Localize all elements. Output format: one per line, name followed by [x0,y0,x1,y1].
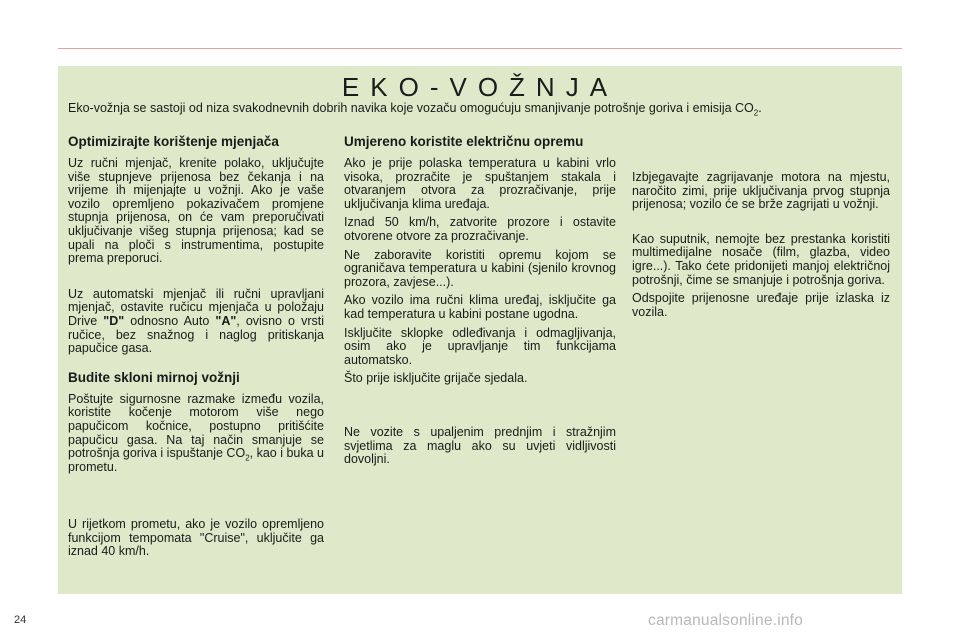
column-middle [344,134,616,467]
paragraph-cruise-control: U rijetkom prometu, ako je vozilo opremljeno funkcijom tempomata "Cruise", uključite ga iznad 40 km/h. [68,517,324,559]
page-number: 24 [14,614,27,626]
paragraph-air-conditioning: Ako vozilo ima ručni klima uređaj, isključite ga kad temperatura u kabini postane ugodna. [344,293,616,321]
eco-driving-panel [58,66,902,594]
paragraph-sun-blind: Ne zaboravite koristiti opremu kojom se ograničava temperatura u kabini (sjenilo krovnog prozora, zavjese...). [344,247,616,289]
paragraph-engine-warmup: Izbjegavajte zagrijavanje motora na mjestu, naročito zimi, prije uključivanja prvog stupnja prijenosa; vozilo će se brže zagrijati u vožnji. [632,170,890,212]
paragraph-multimedia: Kao suputnik, nemojte bez prestanka koristiti multimedijalne nosače (film, glazba, video igre...). Tako ćete pridonijeti manjoj električnoj potrošnji, čime se smanjuje i potrošnja goriva. [632,231,890,287]
paragraph-portable-devices: Odspojite prijenosne uređaje prije izlaska iz vozila. [632,291,890,319]
paragraph-automatic-gearbox: Uz automatski mjenjač ili ručni upravljani mjenjač, ostavite ručicu mjenjača u položaju Drive "D" odnosno Auto "A", ovisno o vrsti ručice, bez snažnog i naglog pritiskanja papučice gasa. [68,286,324,356]
paragraph-fog-lamps: Ne vozite s upaljenim prednjim i stražnjim svjetlima za maglu ako su uvjeti vidljivosti dovoljni. [344,424,616,467]
heading-calm-driving: Budite skloni mirnoj vožnji [68,369,240,385]
page-title: EKO-VOŽNJA [341,72,619,102]
paragraph-cabin-ventilation: Ako je prije polaska temperatura u kabini vrlo visoka, prozračite je spuštanjem stakala i otvaranjem otvora za prozračivanje, prije uključivanja klima uređaja. [344,156,616,211]
column-left [68,134,324,559]
heading-gearbox: Optimizirajte korištenje mjenjača [68,134,279,149]
paragraph-demisting: Isključite sklopke odleđivanja i odmagljivanja, osim ako je upravljanje tim funkcijama automatsko. [344,325,616,367]
intro-text: Eko-vožnja se sastoji od niza svakodnevnih dobrih navika koje vozaču omogućuju smanjivanje potrošnje goriva i emisija $CO_2$. [68,101,762,118]
watermark: carmanualsonline.info [648,612,803,629]
paragraph-safe-distance: Poštujte sigurnosne razmake između vozila, koristite kočenje motorom više nego papučicom kočnice, postupno pritišćite papučicu gasa. Na taj način smanjuje se potrošnja goriva i ispuštanje $CO_2$, kao i buka u prometu. [68,391,324,474]
paragraph-manual-gearbox: Uz ručni mjenjač, krenite polako, uključujte više stupnjeve prijenosa bez čekanja i na vrijeme ih mijenjajte u vožnji. Ako je vaše vozilo opremljeno pokazivačem promjene stupnja prijenosa, on će vam preporučivati uključivanje višeg stupnja prijenosa; kad se upali na ploči s instrumentima, postupite prema preporuci. [68,156,324,266]
paragraph-windows-closed: Iznad 50 km/h, zatvorite prozore i ostavite otvorene otvore za prozračivanje. [344,215,616,243]
heading-electrical-equipment: Umjereno koristite električnu opremu [344,134,584,149]
top-divider [58,48,902,49]
paragraph-seat-heaters: Što prije isključite grijače sjedala. [344,371,528,386]
column-right [632,171,890,319]
